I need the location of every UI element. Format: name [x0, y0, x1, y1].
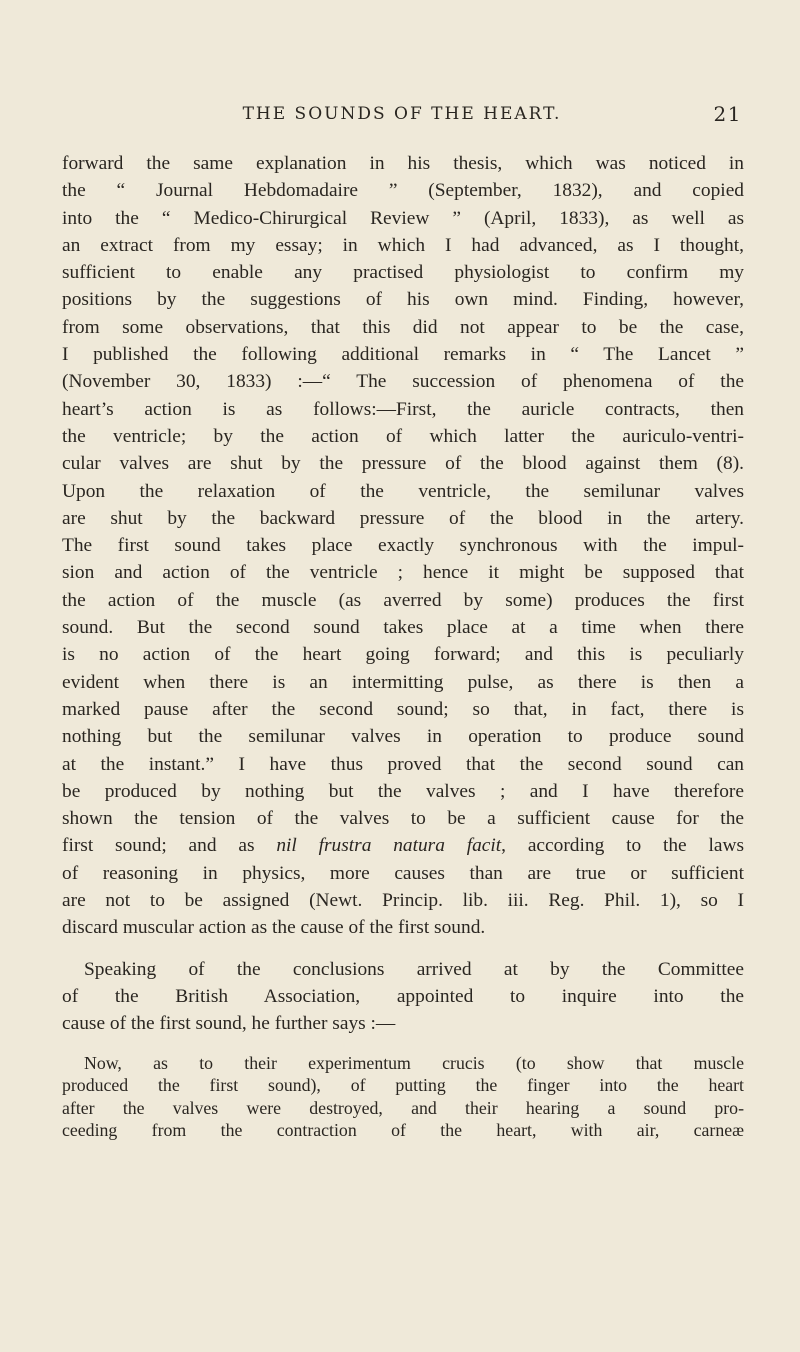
text-line: be produced by nothing but the valves ; and I have therefore	[62, 780, 744, 802]
text-line: I published the following additional remarks in “ The Lancet ”	[62, 344, 744, 366]
text-line: of reasoning in physics, more causes than are true or sufficient	[62, 862, 744, 884]
paragraph-2	[62, 956, 744, 1038]
text-line: forward the same explanation in his thesis, which was noticed in	[62, 153, 744, 174]
text-line: cause of the first sound, he further says :—	[62, 1013, 396, 1035]
text-line: cular valves are shut by the pressure of the blood against them (8).	[62, 453, 744, 475]
text-line: Speaking of the conclusions arrived at by the Committee	[84, 958, 744, 980]
text-line: (November 30, 1833) :—“ The succession of phenomena of the	[62, 371, 744, 393]
text-line: from some observations, that this did not appear to be the case,	[62, 316, 744, 338]
text-line: into the “ Medico-Chirurgical Review ” (April, 1833), as well as	[62, 207, 744, 229]
text-line: is no action of the heart going forward; and this is peculiarly	[62, 644, 744, 666]
text-line: the ventricle; by the action of which latter the auriculo-ventri-	[62, 425, 744, 447]
text-line: heart’s action is as follows:—First, the auricle contracts, then	[62, 398, 744, 420]
quote-line: produced the first sound), of putting the finger into the heart	[62, 1075, 744, 1096]
text-line: an extract from my essay; in which I had advanced, as I thought,	[62, 234, 744, 256]
paragraph-1	[62, 150, 744, 942]
text-line: the “ Journal Hebdomadaire ” (September, 1832), and copied	[62, 180, 744, 202]
text-line: the action of the muscle (as averred by some) produces the first	[62, 589, 744, 611]
text-line: marked pause after the second sound; so that, in fact, there is	[62, 698, 744, 720]
text-line: Upon the relaxation of the ventricle, the semilunar valves	[62, 480, 744, 502]
block-quote	[62, 1052, 744, 1142]
page-header	[62, 100, 742, 130]
text-line: sound. But the second sound takes place at a time when there	[62, 617, 744, 639]
text-line: evident when there is an intermitting pulse, as there is then a	[62, 671, 744, 693]
text-line: first sound; and as nil frustra natura facit, according to the laws	[62, 835, 744, 857]
body-text	[62, 150, 744, 1038]
text-line: of the British Association, appointed to inquire into the	[62, 985, 744, 1007]
quote-line: Now, as to their experimentum crucis (to show that muscle	[84, 1053, 744, 1073]
quote-line: ceeding from the contraction of the heart, with air, carneæ	[62, 1120, 744, 1141]
text-line: nothing but the semilunar valves in operation to produce sound	[62, 726, 744, 748]
text-line: discard muscular action as the cause of the first sound.	[62, 917, 486, 939]
text-line: sufficient to enable any practised physiologist to confirm my	[62, 262, 744, 284]
running-title: THE SOUNDS OF THE HEART.	[242, 104, 562, 124]
text-line: are not to be assigned (Newt. Princip. lib. iii. Reg. Phil. 1), so I	[62, 890, 744, 912]
paragraph-gap	[62, 942, 744, 956]
text-line: shown the tension of the valves to be a sufficient cause for the	[62, 808, 744, 830]
text-line: at the instant.” I have thus proved that the second sound can	[62, 753, 744, 775]
page-number: 21	[713, 102, 742, 126]
text-line: are shut by the backward pressure of the blood in the artery.	[62, 507, 744, 529]
text-line: sion and action of the ventricle ; hence it might be supposed that	[62, 562, 744, 584]
quote-line: after the valves were destroyed, and their hearing a sound pro-	[62, 1097, 744, 1118]
text-line: The first sound takes place exactly synchronous with the impul-	[62, 535, 744, 557]
text-line: positions by the suggestions of his own mind. Finding, however,	[62, 289, 744, 311]
